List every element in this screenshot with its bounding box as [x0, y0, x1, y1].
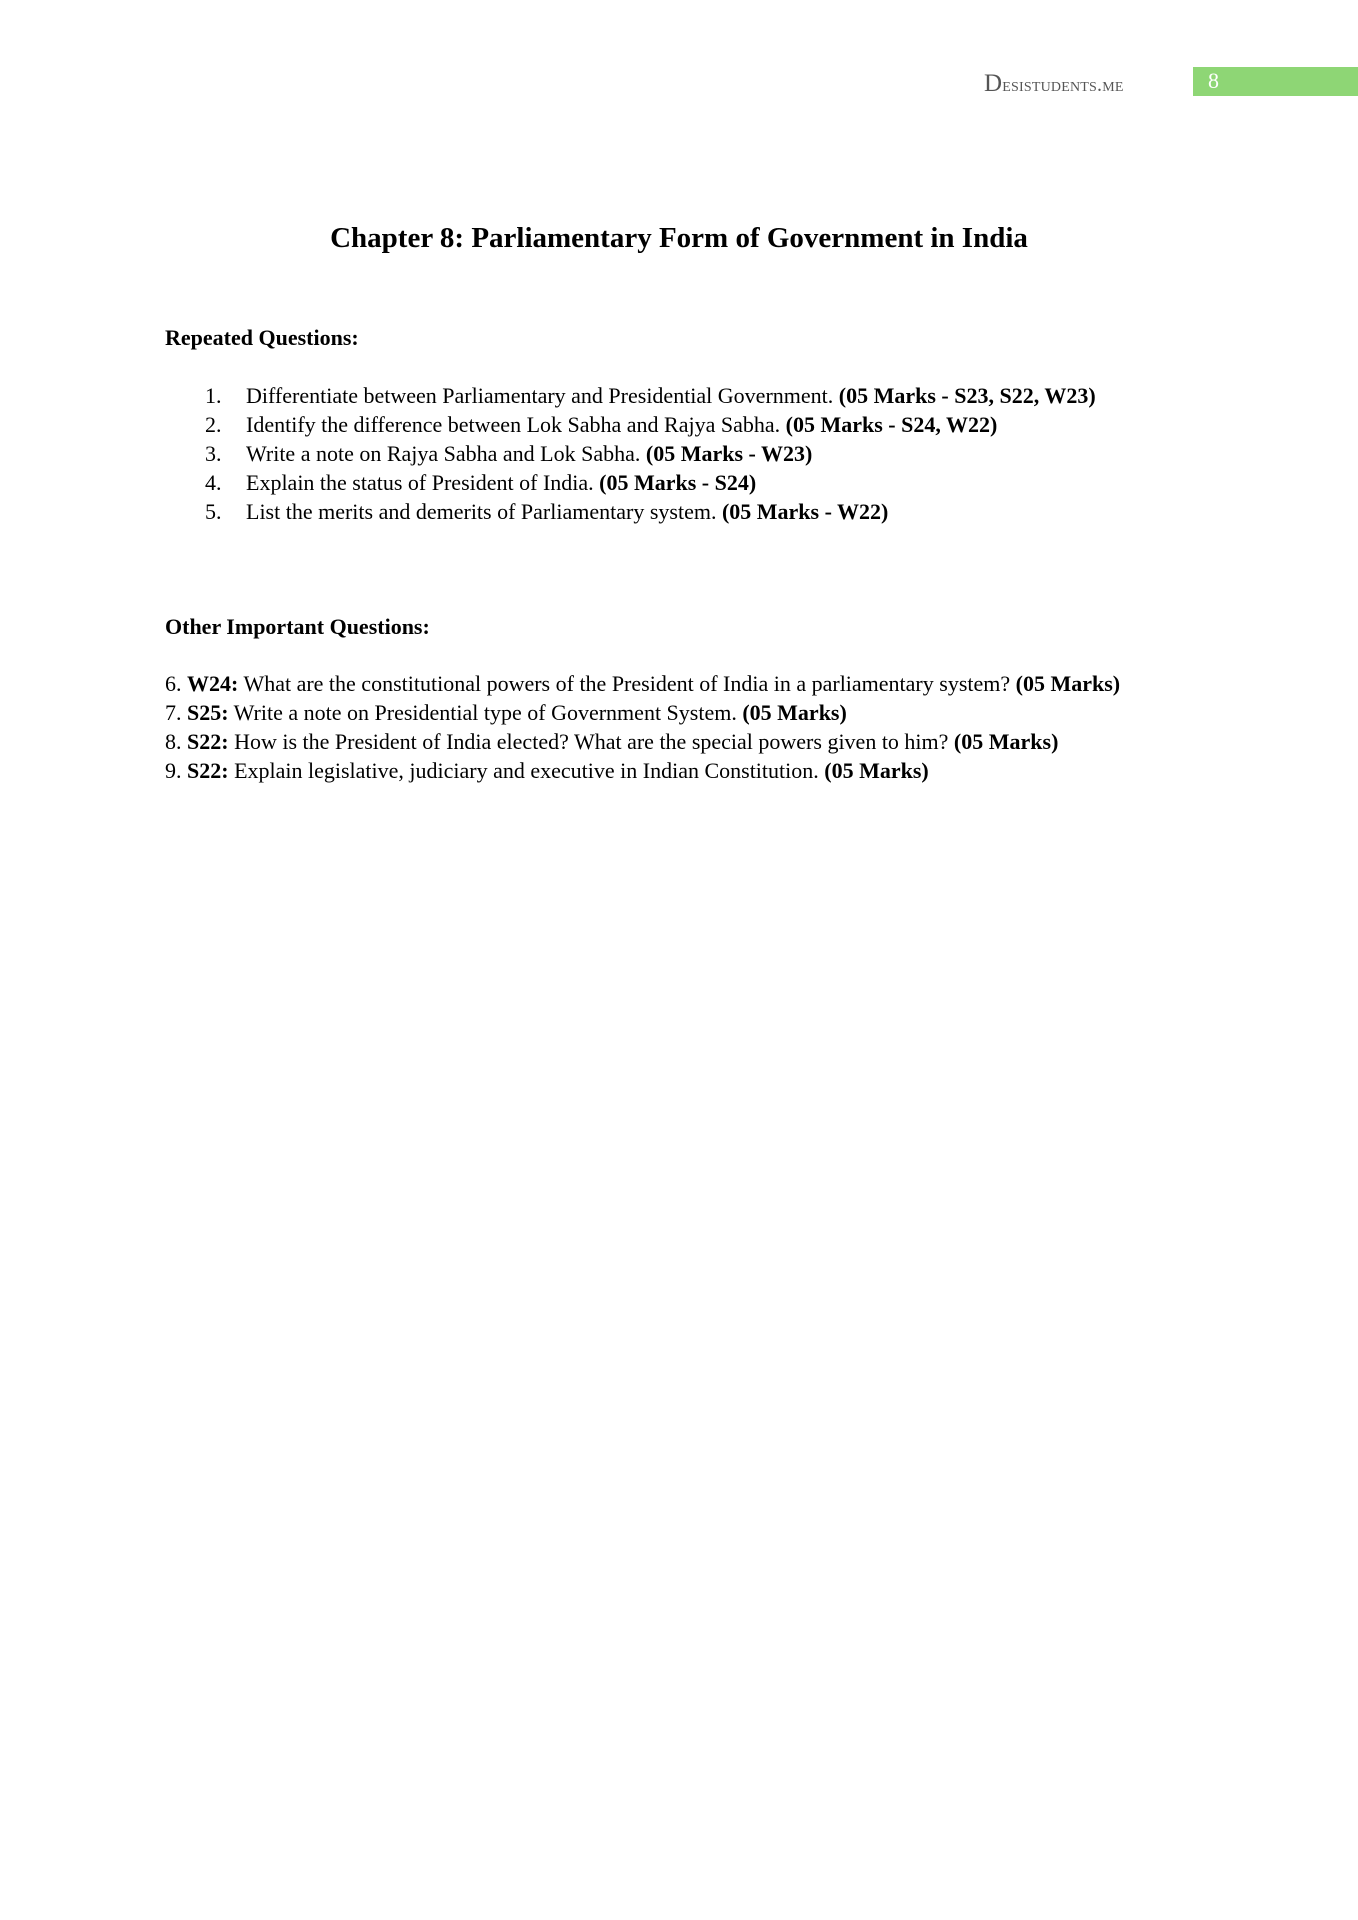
marks: (05 Marks - W22) — [721, 499, 889, 524]
list-item — [165, 497, 1215, 526]
question-text: Write a note on Rajya Sabha and Lok Sabha. — [246, 441, 641, 466]
marks: (05 Marks) — [742, 700, 847, 725]
other-heading: Other Important Questions: — [165, 614, 430, 639]
marks: (05 Marks - S24, W22) — [785, 412, 998, 437]
list-item — [165, 669, 1205, 698]
list-item — [165, 727, 1205, 756]
list-item — [165, 381, 1215, 410]
page-number-bar — [1193, 67, 1358, 96]
exam-tag: S25: — [187, 700, 229, 725]
page-number: 8 — [1208, 68, 1219, 93]
repeated-questions-list — [165, 381, 1215, 526]
marks: (05 Marks) — [824, 758, 929, 783]
question-text: Write a note on Presidential type of Government System. — [233, 700, 737, 725]
question-text: Explain legislative, judiciary and executive in Indian Constitution. — [234, 758, 819, 783]
item-number: 7. — [165, 700, 182, 725]
item-number: 3. — [205, 441, 222, 466]
list-item — [165, 468, 1215, 497]
brand-rest: esistudents.me — [1002, 74, 1124, 96]
item-number: 4. — [205, 470, 222, 495]
item-number: 6. — [165, 671, 182, 696]
exam-tag: S22: — [187, 758, 229, 783]
other-questions-list — [165, 669, 1205, 785]
item-number: 5. — [205, 499, 222, 524]
question-text: How is the President of India elected? What are the special powers given to him? — [234, 729, 949, 754]
exam-tag: W24: — [187, 671, 239, 696]
chapter-title: Chapter 8: Parliamentary Form of Government in India — [330, 222, 1028, 254]
marks: (05 Marks) — [953, 729, 1059, 754]
item-number: 1. — [205, 383, 222, 408]
marks: (05 Marks - S24) — [599, 470, 757, 495]
list-item — [165, 756, 1205, 785]
marks: (05 Marks) — [1015, 671, 1121, 696]
question-text: Identify the difference between Lok Sabha and Rajya Sabha. — [246, 412, 781, 437]
question-text: What are the constitutional powers of the President of India in a parliamentary system? — [243, 671, 1011, 696]
list-item — [165, 698, 1205, 727]
item-number: 8. — [165, 729, 182, 754]
brand-initial: D — [984, 70, 1003, 97]
list-item — [165, 439, 1215, 468]
question-text: Explain the status of President of India. — [246, 470, 594, 495]
site-brand — [984, 70, 1124, 98]
item-number: 2. — [205, 412, 222, 437]
list-item — [165, 410, 1215, 439]
question-text: List the merits and demerits of Parliamentary system. — [246, 499, 717, 524]
marks: (05 Marks - W23) — [645, 441, 813, 466]
marks: (05 Marks - S23, S22, W23) — [838, 383, 1096, 408]
repeated-heading: Repeated Questions: — [165, 325, 359, 350]
exam-tag: S22: — [187, 729, 229, 754]
item-number: 9. — [165, 758, 182, 783]
question-text: Differentiate between Parliamentary and Presidential Government. — [246, 383, 834, 408]
